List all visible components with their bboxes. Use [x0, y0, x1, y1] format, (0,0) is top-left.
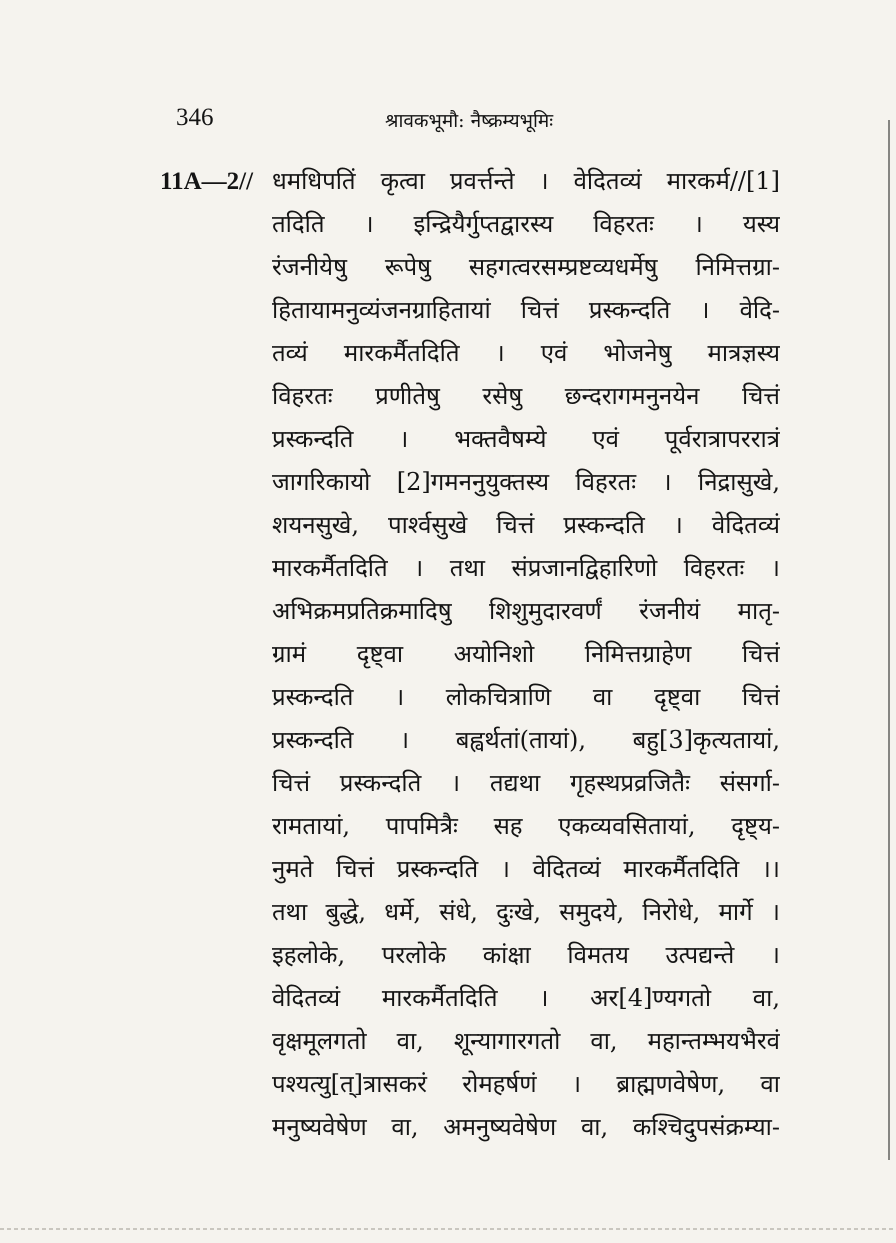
text-line: तथा बुद्धे, धर्मे, संधे, दुःखे, समुदये, निरोधे, मार्गे ।: [272, 898, 780, 926]
body-text: [272, 160, 780, 1149]
text-line: प्रस्कन्दति । भक्तवैषम्ये एवं पूर्वरात्रापररात्रं: [272, 425, 780, 453]
text-line: जागरिकायो [2]गमननुयुक्तस्य विहरतः । निद्रासुखे,: [272, 468, 780, 496]
text-line: प्रस्कन्दति । बह्वर्थतां(तायां), बहु[3]कृत्यतायां,: [272, 726, 780, 754]
text-line: पश्यत्यु[त्]त्रासकरं रोमहर्षणं । ब्राह्मणवेषेण, वा: [272, 1070, 780, 1098]
text-line: मारकर्मैतदिति । तथा संप्रजानद्विहारिणो विहरतः ।: [272, 554, 780, 582]
text-line: इहलोके, परलोके कांक्षा विमतय उत्पद्यन्ते ।: [272, 941, 780, 969]
text-line: अभिक्रमप्रतिक्रमादिषु शिशुमुदारवर्णं रंजनीयं मातृ-: [272, 597, 780, 625]
running-head: श्रावकभूमौ: नैष्क्रम्यभूमिः: [385, 110, 554, 132]
text-line: धमधिपतिं कृत्वा प्रवर्त्तन्ते । वेदितव्यं मारकर्म//[1]: [272, 167, 780, 195]
page-number: 346: [176, 104, 214, 131]
text-line: वेदितव्यं मारकर्मैतदिति । अर[4]ण्यगतो वा,: [272, 984, 780, 1012]
text-line: रामतायां, पापमित्रैः सह एकव्यवसितायां, दृष्ट्य-: [272, 812, 780, 840]
text-line: रंजनीयेषु रूपेषु सहगत्वरसम्प्रष्टव्यधर्मेषु निमित्तग्रा-: [272, 253, 780, 281]
text-line: चित्तं प्रस्कन्दति । तद्यथा गृहस्थप्रव्रजितैः संसर्गा-: [272, 769, 780, 797]
text-line: ग्रामं दृष्ट्वा अयोनिशो निमित्तग्राहेण चित्तं: [272, 640, 780, 668]
text-line: नुमते चित्तं प्रस्कन्दति । वेदितव्यं मारकर्मैतदिति ।।: [272, 855, 780, 883]
text-line: प्रस्कन्दति । लोकचित्राणि वा दृष्ट्वा चित्तं: [272, 683, 780, 711]
text-line: शयनसुखे, पार्श्वसुखे चित्तं प्रस्कन्दति । वेदितव्यं: [272, 511, 780, 539]
page-edge-shadow: [888, 120, 890, 1160]
text-line: हितायामनुव्यंजनग्राहितायां चित्तं प्रस्कन्दति । वेदि-: [272, 296, 780, 324]
folio-marker: 11A—2//: [160, 168, 254, 195]
text-line: तदिति । इन्द्रियैर्गुप्तद्वारस्य विहरतः । यस्य: [272, 210, 780, 238]
scan-bottom-edge: [0, 1228, 896, 1230]
text-line: वृक्षमूलगतो वा, शून्यागारगतो वा, महान्तम्भयभैरवं: [272, 1027, 780, 1055]
text-line: तव्यं मारकर्मैतदिति । एवं भोजनेषु मात्रज्ञस्य: [272, 339, 780, 367]
text-line: विहरतः प्रणीतेषु रसेषु छन्दरागमनुनयेन चित्तं: [272, 382, 780, 410]
text-line: मनुष्यवेषेण वा, अमनुष्यवेषेण वा, कश्चिदुपसंक्रम्या-: [272, 1113, 780, 1141]
